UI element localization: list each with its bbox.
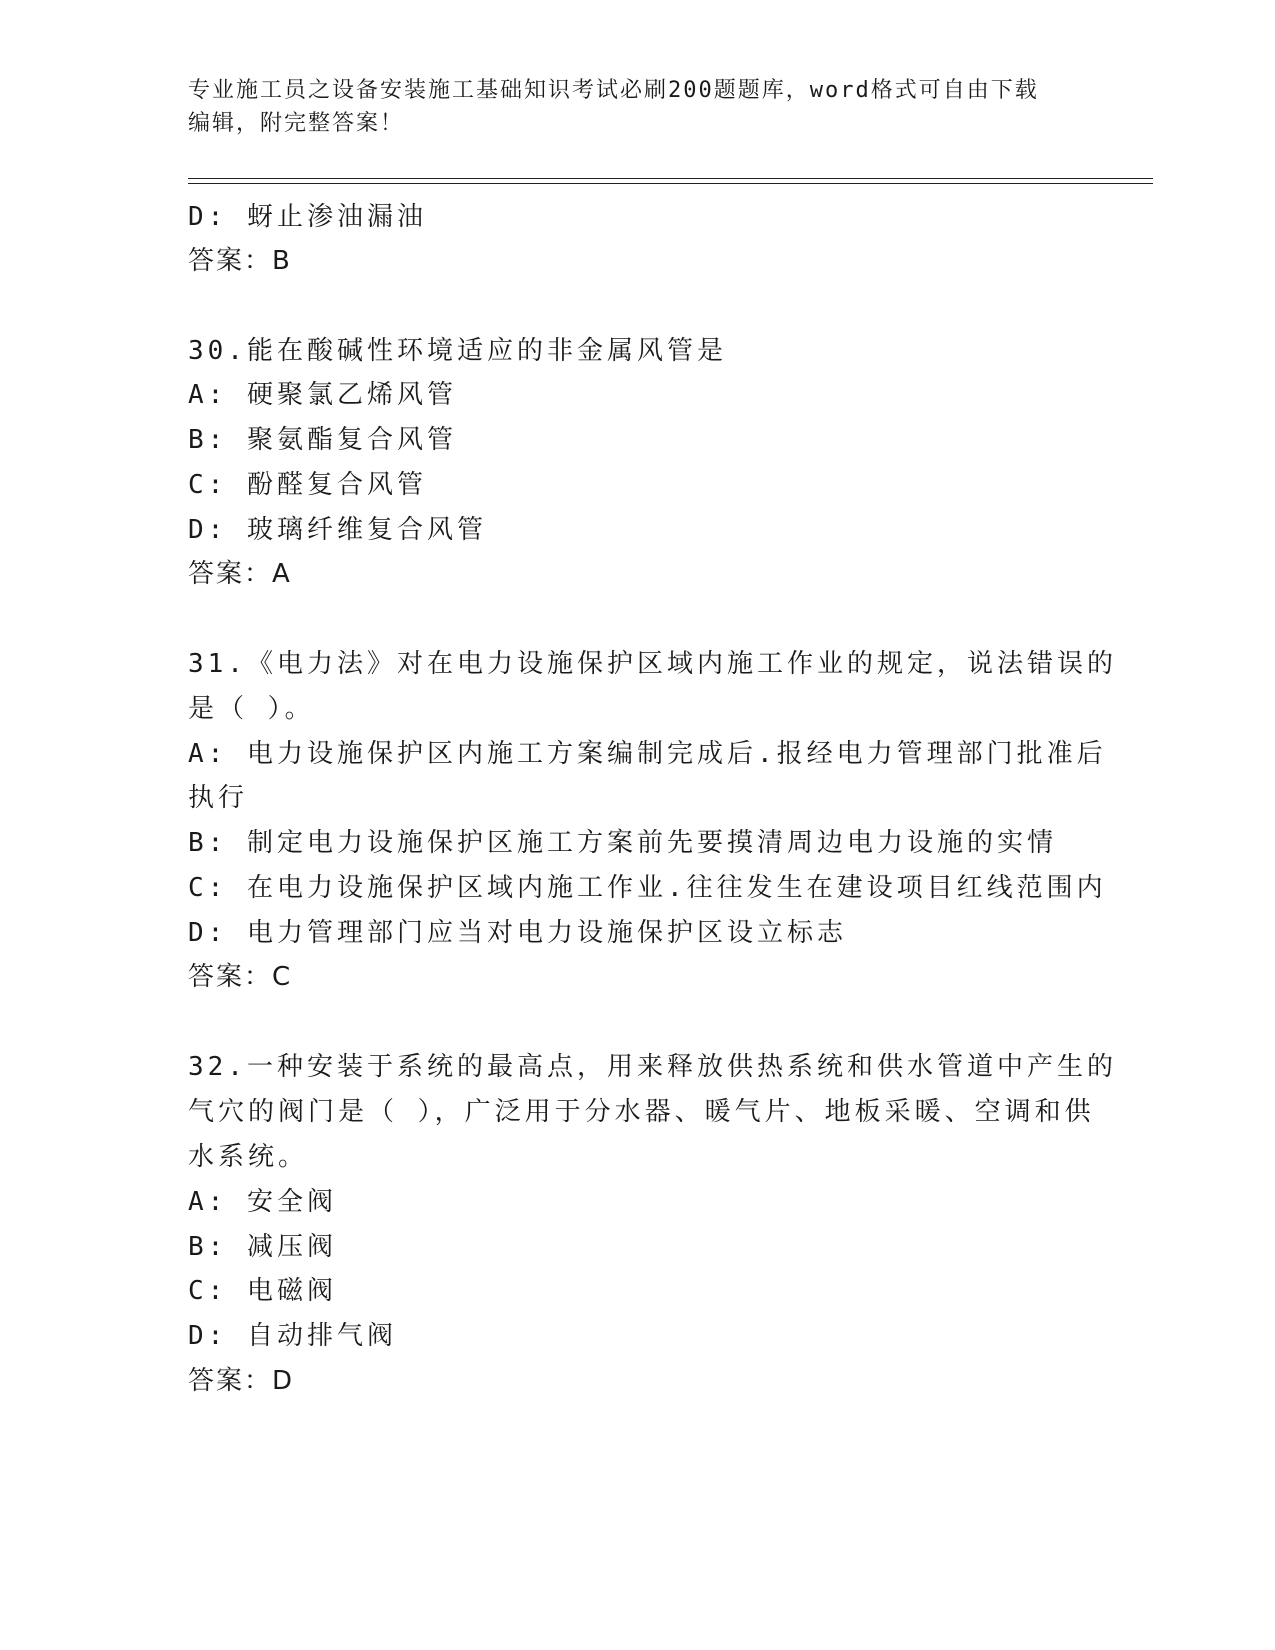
q31-option-a-line-2: 执行 <box>188 783 249 813</box>
q30-question: 30.能在酸碱性环境适应的非金属风管是 <box>188 336 727 366</box>
q30-option-a: A: 硬聚氯乙烯风管 <box>188 380 457 410</box>
document-header <box>188 74 1088 140</box>
header-rule-bottom <box>188 183 1153 184</box>
q30-answer: 答案：A <box>188 559 292 589</box>
q31-option-a-line-1: A: 电力设施保护区内施工方案编制完成后.报经电力管理部门批准后 <box>188 739 1107 769</box>
q29-option-d: D: 蚜止渗油漏油 <box>188 202 427 232</box>
q32-option-b: B: 减压阀 <box>188 1232 337 1262</box>
q32-option-a: A: 安全阀 <box>188 1187 337 1217</box>
q32-question-line-3: 水系统。 <box>188 1142 309 1172</box>
header-rule-top <box>188 178 1153 179</box>
q29-answer: 答案：B <box>188 246 292 276</box>
q32-question-line-2: 气穴的阀门是（ ），广泛用于分水器、暖气片、地板采暖、空调和供 <box>188 1097 1095 1127</box>
q31-answer: 答案：C <box>188 962 293 992</box>
q32-question-line-1: 32.一种安装于系统的最高点，用来释放供热系统和供水管道中产生的 <box>188 1052 1117 1082</box>
q32-option-d: D: 自动排气阀 <box>188 1321 397 1351</box>
q31-option-c: C: 在电力设施保护区域内施工作业.往往发生在建设项目红线范围内 <box>188 873 1107 903</box>
header-line-2: 编辑，附完整答案！ <box>188 111 405 136</box>
header-line-1: 专业施工员之设备安装施工基础知识考试必刷200题题库，word格式可自由下载 <box>188 78 1039 103</box>
q30-option-c: C: 酚醛复合风管 <box>188 470 427 500</box>
q30-option-b: B: 聚氨酯复合风管 <box>188 425 457 455</box>
q31-option-d: D: 电力管理部门应当对电力设施保护区设立标志 <box>188 918 847 948</box>
q31-question-line-1: 31.《电力法》对在电力设施保护区域内施工作业的规定，说法错误的 <box>188 649 1117 679</box>
q32-answer: 答案：D <box>188 1366 295 1396</box>
q31-option-b: B: 制定电力设施保护区施工方案前先要摸清周边电力设施的实情 <box>188 828 1057 858</box>
q31-question-line-2: 是（ ）。 <box>188 694 315 724</box>
q32-option-c: C: 电磁阀 <box>188 1276 337 1306</box>
q30-option-d: D: 玻璃纤维复合风管 <box>188 515 487 545</box>
